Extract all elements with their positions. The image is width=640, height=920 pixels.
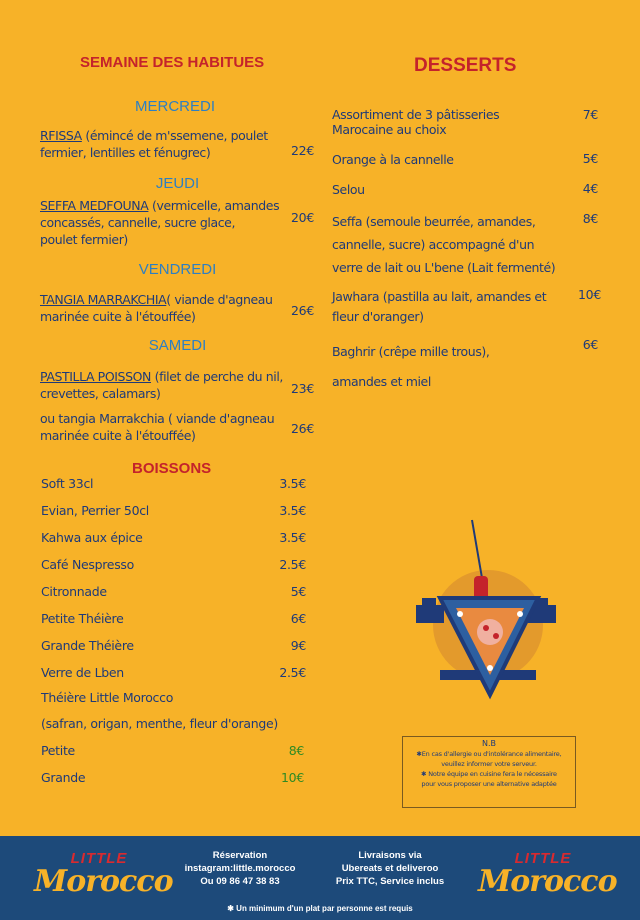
- dessert-assortiment: Assortiment de 3 pâtisseries Marocaine au choix: [332, 107, 500, 137]
- logo-morocco: Morocco: [478, 864, 617, 899]
- menu-item-tangia: [40, 291, 290, 325]
- dessert-baghrir: Baghrir (crêpe mille trous), amandes et miel: [332, 344, 490, 389]
- dessert-selou: Selou: [332, 182, 365, 197]
- dessert-jawhara: Jawhara (pastilla au lait, amandes et fleur d'oranger): [332, 289, 547, 324]
- drink-price: 6€: [290, 611, 306, 626]
- drinks-list: [41, 476, 306, 692]
- item-desc: concassés, cannelle, sucre glace,: [40, 215, 236, 230]
- section-title-desserts: DESSERTS: [414, 55, 517, 76]
- item-desc: (émincé de m'ssemene, poulet: [81, 128, 268, 143]
- item-desc: fermier, lentilles et fénugrec): [40, 145, 211, 160]
- theiere-desc: (safran, origan, menthe, fleur d'orange): [41, 716, 278, 731]
- dessert-price-selou: 4€: [582, 181, 598, 196]
- menu-item-seffa-medfouna: [40, 197, 285, 248]
- theiere-title: Théière Little Morocco: [41, 690, 174, 705]
- livraisons-ttc: Prix TTC, Service inclus: [335, 876, 445, 887]
- drink-name: Kahwa aux épice: [41, 530, 143, 545]
- price-seffa-medfouna: 20€: [291, 210, 314, 225]
- item-desc: marinée cuite à l'étouffée): [40, 428, 196, 443]
- drink-name: Verre de Lben: [41, 665, 124, 680]
- drink-row: [41, 476, 306, 503]
- item-name: SEFFA MEDFOUNA: [40, 198, 149, 213]
- menu-item-tangia-samedi: [40, 410, 290, 444]
- price-pastilla-poisson: 23€: [291, 381, 314, 396]
- menu-item-rfissa: [40, 127, 285, 161]
- drink-name: Evian, Perrier 50cl: [41, 503, 149, 518]
- logo-little: LITTLE: [70, 850, 128, 867]
- item-desc: (filet de perche du nil,: [151, 369, 283, 384]
- item-desc: marinée cuite à l'étouffée): [40, 309, 196, 324]
- drink-price: 9€: [290, 638, 306, 653]
- item-name: RFISSA: [40, 128, 82, 143]
- theiere-size-grande: Grande: [41, 770, 86, 785]
- item-desc: crevettes, calamars): [40, 386, 161, 401]
- drink-row: [41, 665, 306, 692]
- dessert-seffa: Seffa (semoule beurrée, amandes, cannelle, sucre) accompagné d'un verre de lait ou L'bene (Lait fermenté): [332, 214, 556, 275]
- day-heading-samedi: SAMEDI: [148, 337, 207, 354]
- drink-row: [41, 584, 306, 611]
- nb-line: pour vous proposer une alternative adaptée: [421, 780, 557, 788]
- theiere-price-petite: 8€: [288, 743, 304, 758]
- day-heading-mercredi: MERCREDI: [134, 98, 215, 115]
- drink-price: 3.5€: [279, 476, 306, 491]
- dessert-price-assortiment: 7€: [582, 107, 598, 122]
- drink-name: Petite Théière: [41, 611, 124, 626]
- logo-left: [34, 850, 173, 899]
- item-name: TANGIA MARRAKCHIA: [40, 292, 167, 307]
- nb-line: veuillez informer votre serveur.: [441, 760, 537, 768]
- drink-row: [41, 530, 306, 557]
- dessert-orange: Orange à la cannelle: [332, 152, 454, 167]
- section-title-semaine: SEMAINE DES HABITUES: [80, 54, 265, 71]
- price-rfissa: 22€: [291, 143, 314, 158]
- drink-row: [41, 503, 306, 530]
- drink-name: Citronnade: [41, 584, 107, 599]
- logo-little: LITTLE: [514, 850, 572, 867]
- drink-row: [41, 611, 306, 638]
- moroccan-emblem-icon: [410, 510, 560, 700]
- minimum-note: ✱ Un minimum d'un plat par personne est requis: [227, 904, 413, 913]
- drink-price: 2.5€: [279, 665, 306, 680]
- price-tangia: 26€: [291, 303, 314, 318]
- nb-line: ✱ Notre équipe en cuisine fera le nécessaire: [421, 770, 557, 778]
- livraisons-title: Livraisons via: [358, 850, 422, 861]
- drink-name: Soft 33cl: [41, 476, 94, 491]
- drink-row: [41, 557, 306, 584]
- section-title-boissons: BOISSONS: [132, 460, 212, 477]
- nb-line: ✱En cas d'allergie ou d'intolérance alimentaire,: [416, 750, 562, 758]
- drink-price: 2.5€: [279, 557, 306, 572]
- dessert-price-seffa: 8€: [582, 211, 598, 226]
- dessert-price-jawhara: 10€: [578, 287, 601, 302]
- item-desc: poulet fermier): [40, 232, 128, 247]
- drink-price: 5€: [290, 584, 306, 599]
- item-name: PASTILLA POISSON: [40, 369, 152, 384]
- theiere-size-petite: Petite: [41, 743, 75, 758]
- dessert-price-orange: 5€: [582, 151, 598, 166]
- logo-morocco: Morocco: [34, 864, 173, 899]
- logo-right: [478, 850, 617, 899]
- reservation-title: Réservation: [212, 850, 268, 861]
- nb-notice: [402, 736, 576, 808]
- item-desc: ( viande d'agneau: [166, 292, 273, 307]
- reservation-block: [175, 849, 305, 888]
- drink-price: 3.5€: [279, 530, 306, 545]
- footer: [0, 836, 640, 920]
- day-heading-vendredi: VENDREDI: [138, 261, 217, 278]
- drink-name: Grande Théière: [41, 638, 134, 653]
- item-desc: ou tangia Marrakchia ( viande d'agneau: [40, 411, 275, 426]
- drink-name: Café Nespresso: [41, 557, 134, 572]
- menu-item-pastilla-poisson: [40, 368, 290, 402]
- dessert-price-baghrir: 6€: [582, 337, 598, 352]
- day-heading-jeudi: JEUDI: [155, 175, 200, 192]
- item-desc: (vermicelle, amandes: [148, 198, 280, 213]
- reservation-instagram[interactable]: instagram:little.morocco: [184, 863, 296, 874]
- drink-row: [41, 638, 306, 665]
- price-tangia-samedi: 26€: [291, 421, 314, 436]
- livraisons-services: Ubereats et deliveroo: [341, 863, 439, 874]
- theiere-price-grande: 10€: [281, 770, 304, 785]
- drink-price: 3.5€: [279, 503, 306, 518]
- nb-title: N.B: [481, 739, 496, 748]
- reservation-phone[interactable]: Ou 09 86 47 38 83: [200, 876, 280, 887]
- livraisons-block: [325, 849, 455, 888]
